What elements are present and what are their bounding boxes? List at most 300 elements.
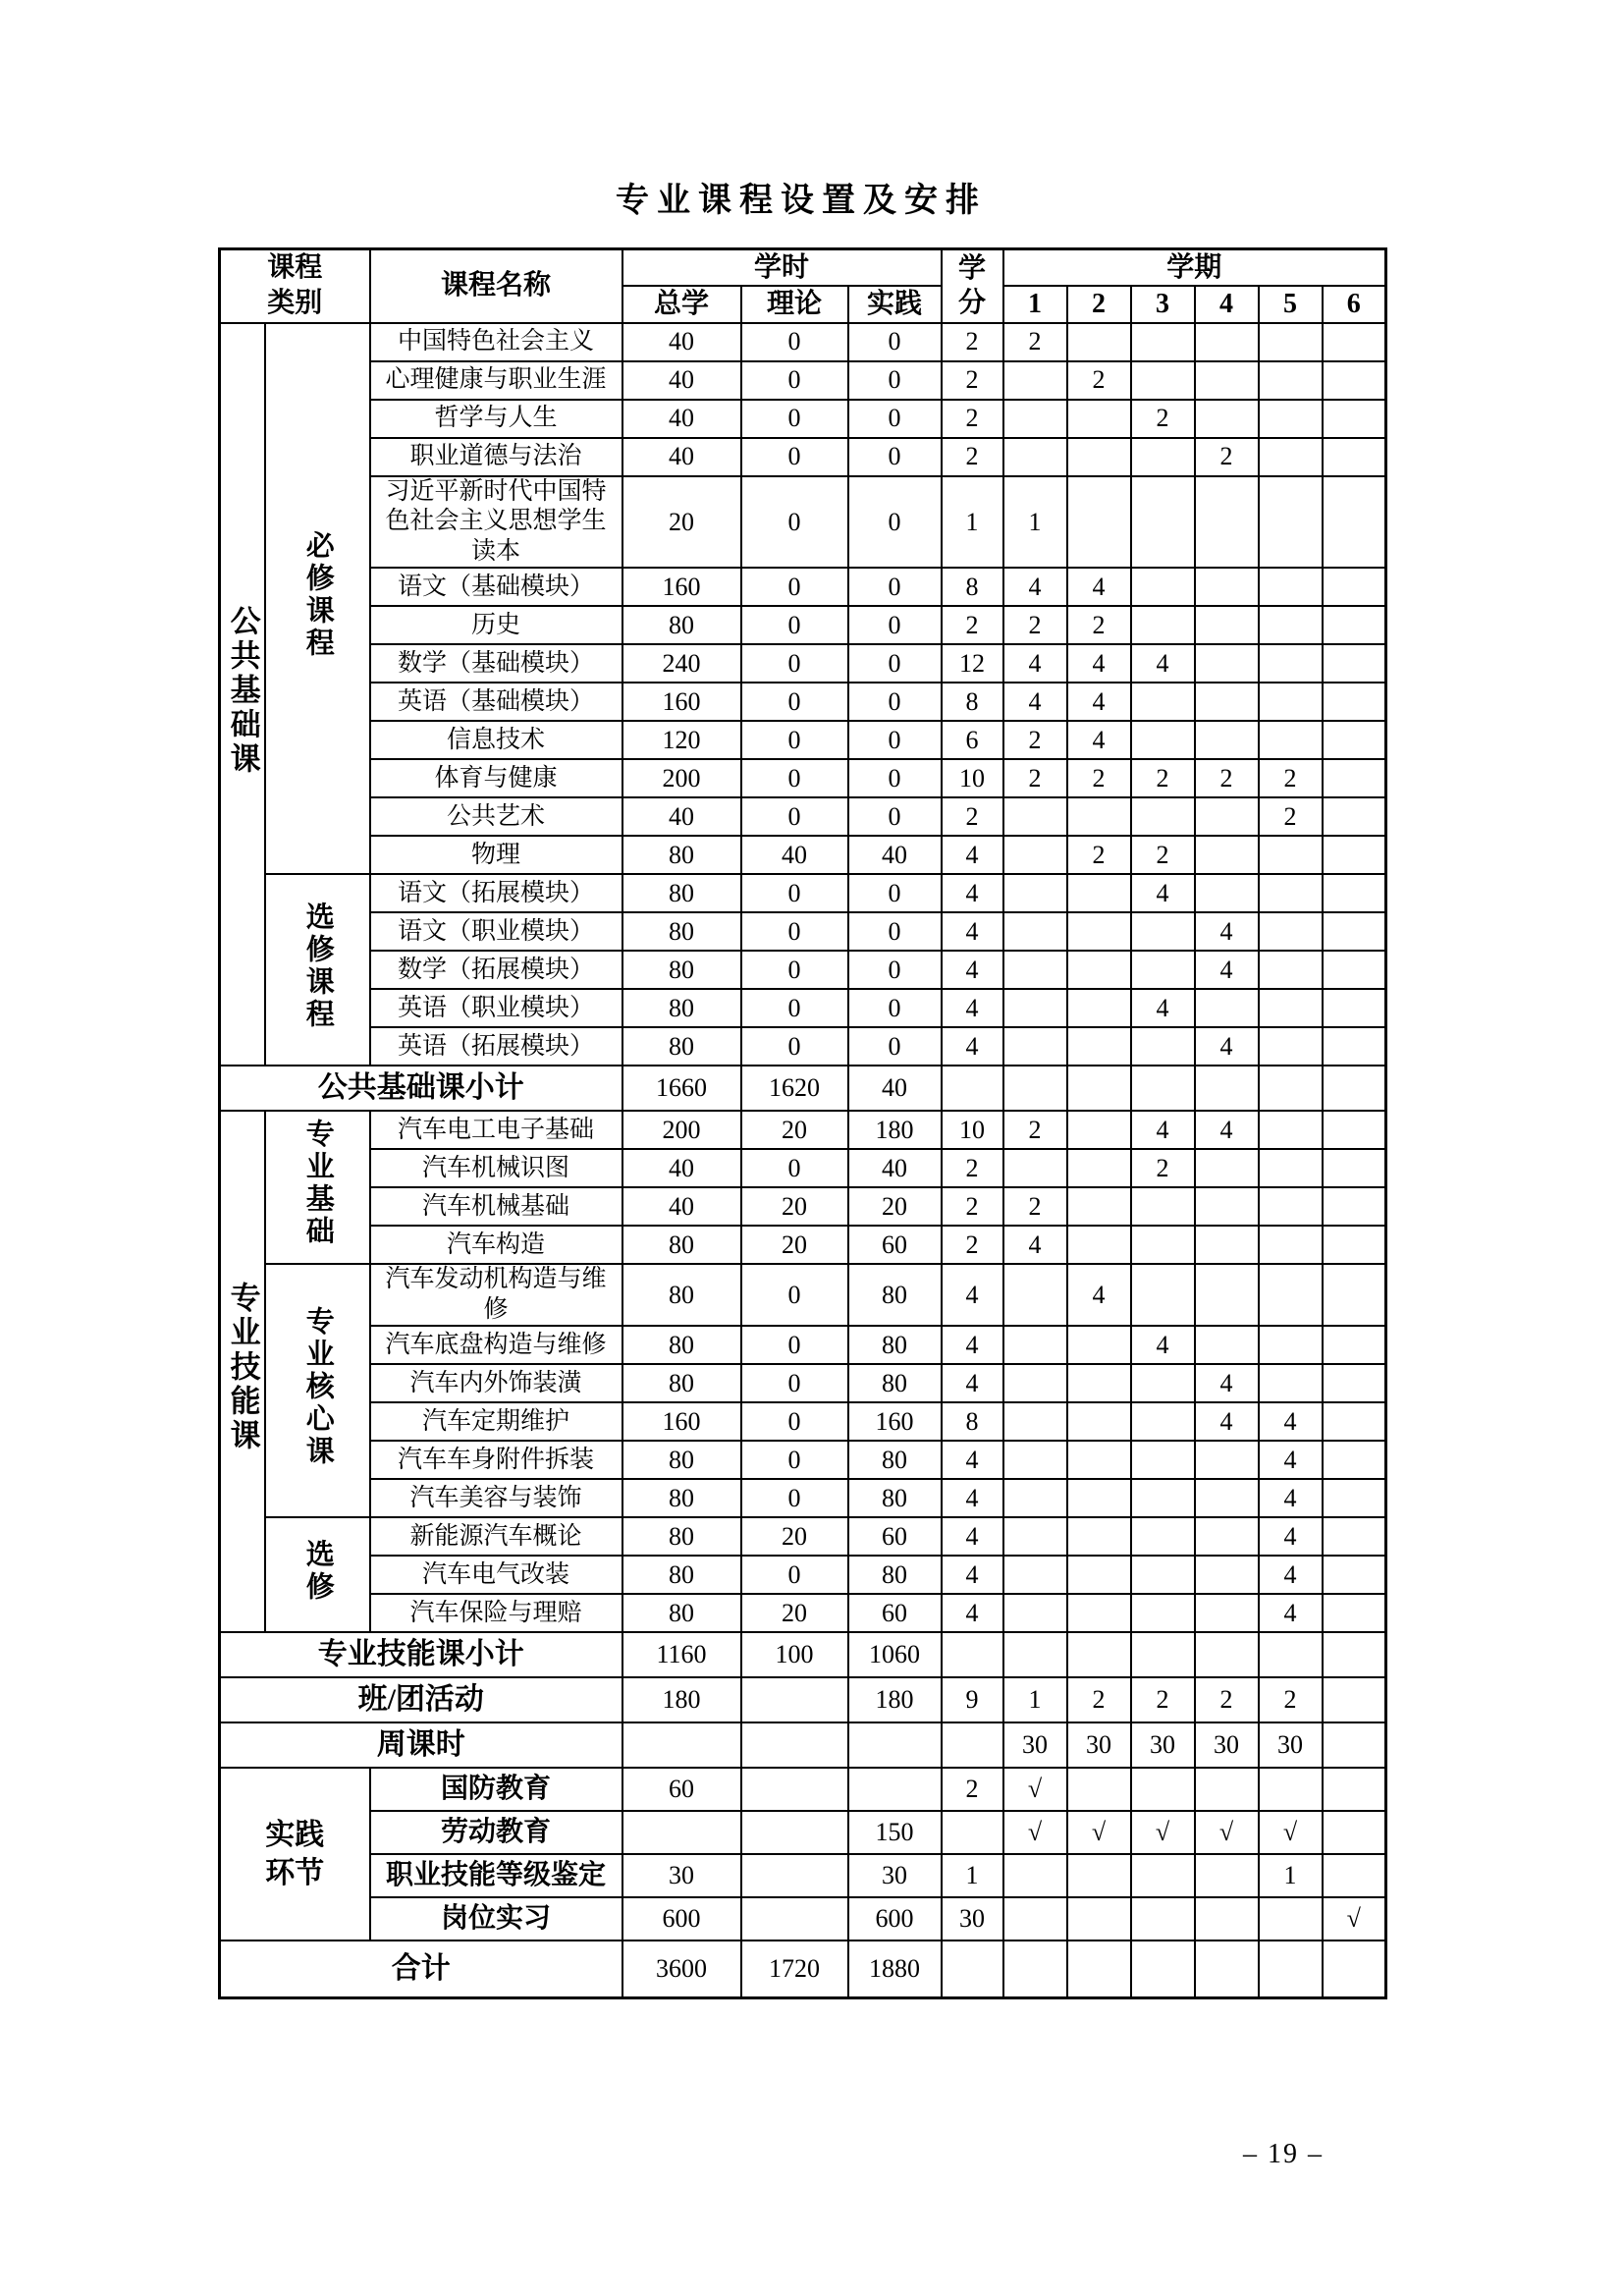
value-cell: 4 [942,951,1003,989]
value-cell: 4 [942,1264,1003,1326]
value-cell: 30 [1195,1722,1259,1768]
value-cell: 150 [848,1811,942,1854]
value-cell [1195,1187,1259,1226]
value-cell: 4 [1067,683,1131,721]
value-cell [1323,568,1386,606]
value-cell [1131,1479,1195,1517]
value-cell [1067,1066,1131,1111]
course-row [220,1027,1386,1066]
value-cell [1131,361,1195,400]
value-cell: 2 [1259,797,1323,836]
value-cell: 4 [1003,683,1067,721]
value-cell [741,1768,848,1811]
value-cell: 0 [741,361,848,400]
value-cell [1003,1326,1067,1364]
value-cell [1003,912,1067,951]
course-row [220,1264,1386,1326]
header-hours-theory: 理论 [741,286,848,322]
value-cell [942,1722,1003,1768]
value-cell [1259,912,1323,951]
value-cell: 0 [848,606,942,644]
value-cell: 80 [622,1441,741,1479]
value-cell: 0 [741,1479,848,1517]
subtotal-row [220,1677,1386,1722]
value-cell [1259,951,1323,989]
value-cell: 4 [1131,989,1195,1027]
value-cell: 1060 [848,1632,942,1677]
value-cell [1323,1722,1386,1768]
value-cell [1195,797,1259,836]
value-cell: 4 [1067,568,1131,606]
value-cell: 40 [848,1149,942,1187]
value-cell: 20 [741,1111,848,1149]
value-cell [1323,606,1386,644]
course-name: 数学（拓展模块） [370,951,622,989]
course-row [220,361,1386,400]
value-cell: 80 [622,1479,741,1517]
value-cell: 1160 [622,1632,741,1677]
value-cell: 20 [741,1187,848,1226]
course-row [220,874,1386,912]
value-cell [1259,989,1323,1027]
course-row [220,476,1386,569]
value-cell: 2 [1131,1149,1195,1187]
course-name: 汽车发动机构造与维修 [370,1264,622,1326]
value-cell [1067,1941,1131,1997]
value-cell [1067,1768,1131,1811]
value-cell: 2 [942,323,1003,361]
value-cell [1195,1149,1259,1187]
value-cell [1259,1364,1323,1402]
value-cell: 0 [848,568,942,606]
value-cell [1131,1517,1195,1556]
value-cell: 60 [848,1594,942,1632]
course-name: 数学（基础模块） [370,644,622,683]
value-cell [1323,1226,1386,1264]
course-name: 汽车定期维护 [370,1402,622,1441]
value-cell: 1 [1259,1854,1323,1897]
value-cell [1131,476,1195,569]
value-cell [1131,1226,1195,1264]
course-name: 职业道德与法治 [370,438,622,476]
value-cell [1323,1326,1386,1364]
header-category-label: 课程类别 [267,252,323,319]
value-cell [1131,1066,1195,1111]
value-cell [1323,1027,1386,1066]
value-cell [1067,438,1131,476]
course-name: 物理 [370,836,622,874]
value-cell [1323,1264,1386,1326]
practice-row [220,1811,1386,1854]
value-cell: 4 [1259,1594,1323,1632]
value-cell [1259,1326,1323,1364]
value-cell [1003,989,1067,1027]
value-cell: 30 [622,1854,741,1897]
value-cell: 2 [1067,759,1131,797]
practice-row [220,1854,1386,1897]
value-cell [1067,1441,1131,1479]
value-cell [1195,1941,1259,1997]
value-cell: 80 [848,1441,942,1479]
course-row [220,1479,1386,1517]
value-cell [1131,683,1195,721]
value-cell: 600 [848,1897,942,1941]
value-cell [1195,1226,1259,1264]
value-cell: 30 [848,1854,942,1897]
value-cell [1003,874,1067,912]
value-cell [1195,1326,1259,1364]
practice-category-cell [220,1768,370,1941]
course-name: 汽车美容与装饰 [370,1479,622,1517]
value-cell: 4 [1131,874,1195,912]
course-row [220,1226,1386,1264]
subcategory-cell-text: 专业基础 [301,1119,334,1249]
value-cell [1131,912,1195,951]
subcategory-cell-text: 选修课程 [301,901,334,1031]
value-cell [1195,683,1259,721]
practice-row [220,1768,1386,1811]
value-cell [1323,1677,1386,1722]
value-cell: 1 [1003,476,1067,569]
value-cell [1323,400,1386,438]
subcategory-cell [265,874,370,1066]
value-cell: 80 [622,836,741,874]
value-cell: 80 [848,1264,942,1326]
course-name: 汽车底盘构造与维修 [370,1326,622,1364]
value-cell [1259,606,1323,644]
value-cell: 0 [741,951,848,989]
value-cell [1195,1632,1259,1677]
value-cell: 2 [942,1149,1003,1187]
value-cell: 1 [942,476,1003,569]
value-cell [1323,476,1386,569]
value-cell: √ [1195,1811,1259,1854]
value-cell: 0 [741,644,848,683]
value-cell: 2 [1195,759,1259,797]
value-cell: 1660 [622,1066,741,1111]
value-cell: 80 [622,951,741,989]
value-cell [1323,1402,1386,1441]
value-cell: 0 [741,721,848,759]
value-cell: 4 [1131,1111,1195,1149]
value-cell: 2 [1003,1187,1067,1226]
value-cell [1003,1027,1067,1066]
value-cell: 2 [1003,721,1067,759]
value-cell: 4 [1195,1402,1259,1441]
value-cell: 1 [942,1854,1003,1897]
value-cell: 20 [741,1517,848,1556]
value-cell: 2 [1131,759,1195,797]
value-cell [1195,1479,1259,1517]
value-cell [1195,323,1259,361]
value-cell: 2 [942,438,1003,476]
value-cell: 4 [1259,1517,1323,1556]
course-name: 英语（拓展模块） [370,1027,622,1066]
value-cell [1259,438,1323,476]
course-row [220,1364,1386,1402]
value-cell [1003,1149,1067,1187]
value-cell: √ [1131,1811,1195,1854]
course-row [220,1556,1386,1594]
value-cell [1323,951,1386,989]
course-row [220,721,1386,759]
value-cell: 80 [848,1364,942,1402]
value-cell: 2 [1131,400,1195,438]
category-cell [220,323,265,1066]
course-name: 公共艺术 [370,797,622,836]
value-cell: 3600 [622,1941,741,1997]
value-cell [1323,323,1386,361]
value-cell: 4 [942,912,1003,951]
value-cell [1131,1441,1195,1479]
value-cell: 60 [622,1768,741,1811]
value-cell: 0 [741,438,848,476]
value-cell: 40 [622,323,741,361]
value-cell [1259,1187,1323,1226]
value-cell [1067,1594,1131,1632]
course-row [220,323,1386,361]
header-semester-6: 6 [1323,286,1386,322]
value-cell [1131,1402,1195,1441]
value-cell [1259,1941,1323,1997]
value-cell [1259,1264,1323,1326]
value-cell: 30 [1003,1722,1067,1768]
value-cell: 1620 [741,1066,848,1111]
value-cell [1003,1441,1067,1479]
header-credits-label: 学分 [958,253,987,319]
value-cell: 2 [1067,836,1131,874]
subcategory-cell-text: 选修 [301,1538,334,1604]
category-cell [220,1111,265,1632]
course-name: 新能源汽车概论 [370,1517,622,1556]
value-cell [1323,1111,1386,1149]
value-cell [1067,1479,1131,1517]
value-cell [1003,1941,1067,1997]
value-cell: 0 [741,1149,848,1187]
value-cell: 40 [622,361,741,400]
course-name: 语文（拓展模块） [370,874,622,912]
course-name: 心理健康与职业生涯 [370,361,622,400]
value-cell: 30 [1259,1722,1323,1768]
value-cell [1067,1364,1131,1402]
value-cell: 4 [1003,644,1067,683]
header-hours-total: 总学 [622,286,741,322]
value-cell [1067,1149,1131,1187]
value-cell: 30 [1131,1722,1195,1768]
value-cell [1131,797,1195,836]
value-cell [1259,721,1323,759]
value-cell [1003,1066,1067,1111]
value-cell [1323,797,1386,836]
value-cell [741,1677,848,1722]
value-cell [1259,400,1323,438]
value-cell: 0 [848,361,942,400]
curriculum-table [218,247,1387,1999]
value-cell [1067,1556,1131,1594]
value-cell: 80 [622,1517,741,1556]
course-row [220,797,1386,836]
value-cell [1067,1897,1131,1941]
value-cell: 180 [848,1677,942,1722]
value-cell: 2 [1003,1111,1067,1149]
value-cell [1131,1632,1195,1677]
value-cell: 4 [1067,721,1131,759]
value-cell: 0 [848,759,942,797]
value-cell: 0 [848,438,942,476]
value-cell: 2 [1067,606,1131,644]
course-name: 中国特色社会主义 [370,323,622,361]
value-cell [1259,1226,1323,1264]
value-cell [1131,721,1195,759]
subcategory-cell-text: 必修课程 [301,529,334,660]
subtotal-label: 专业技能课小计 [220,1632,622,1677]
value-cell: 180 [622,1677,741,1722]
course-name: 汽车机械识图 [370,1149,622,1187]
value-cell: 4 [942,1556,1003,1594]
course-row [220,400,1386,438]
value-cell [1003,1364,1067,1402]
course-name: 英语（职业模块） [370,989,622,1027]
value-cell: 4 [942,1479,1003,1517]
value-cell [1003,1556,1067,1594]
value-cell: 40 [741,836,848,874]
value-cell: 4 [942,1594,1003,1632]
value-cell: 4 [942,836,1003,874]
value-cell: 10 [942,759,1003,797]
total-label: 合计 [220,1941,622,1997]
value-cell [1323,361,1386,400]
value-cell: 4 [1131,644,1195,683]
value-cell: 200 [622,759,741,797]
course-name: 汽车电工电子基础 [370,1111,622,1149]
value-cell: 80 [622,1264,741,1326]
value-cell: 2 [942,361,1003,400]
value-cell [848,1722,942,1768]
value-cell [1131,438,1195,476]
value-cell [1259,836,1323,874]
header-semester-2: 2 [1067,286,1131,322]
value-cell [1323,874,1386,912]
subcategory-cell-text: 专业核心课 [301,1305,334,1468]
value-cell: 9 [942,1677,1003,1722]
value-cell: 2 [942,1226,1003,1264]
course-row [220,644,1386,683]
course-name: 语文（基础模块） [370,568,622,606]
course-name: 汽车保险与理赔 [370,1594,622,1632]
value-cell: 0 [741,606,848,644]
value-cell: 0 [741,568,848,606]
value-cell: √ [1067,1811,1131,1854]
course-row [220,606,1386,644]
course-name: 职业技能等级鉴定 [370,1854,622,1897]
value-cell [1323,1364,1386,1402]
value-cell [1259,1111,1323,1149]
value-cell [1323,1441,1386,1479]
value-cell: 4 [942,1517,1003,1556]
header-hours-practice: 实践 [848,286,942,322]
value-cell [1195,568,1259,606]
value-cell: 0 [741,1402,848,1441]
course-row [220,1594,1386,1632]
value-cell: 160 [848,1402,942,1441]
value-cell [1003,1264,1067,1326]
value-cell [1323,1066,1386,1111]
value-cell: 20 [741,1594,848,1632]
value-cell [1067,951,1131,989]
value-cell [1195,989,1259,1027]
value-cell [1131,1768,1195,1811]
value-cell: 12 [942,644,1003,683]
value-cell [1323,1768,1386,1811]
value-cell: 4 [1259,1556,1323,1594]
value-cell: 1720 [741,1941,848,1997]
course-row [220,1111,1386,1149]
value-cell: 4 [942,1027,1003,1066]
value-cell [1259,1632,1323,1677]
value-cell: 2 [1067,1677,1131,1722]
value-cell: 80 [622,1364,741,1402]
value-cell: 2 [942,606,1003,644]
value-cell [1067,323,1131,361]
value-cell: 4 [1259,1402,1323,1441]
value-cell [1003,400,1067,438]
value-cell: 0 [741,912,848,951]
value-cell: 40 [848,1066,942,1111]
value-cell: 160 [622,568,741,606]
header-semester-3: 3 [1131,286,1195,322]
value-cell [1131,1027,1195,1066]
value-cell [1323,1149,1386,1187]
value-cell: 80 [622,1594,741,1632]
value-cell: 20 [741,1226,848,1264]
header-course-name: 课程名称 [370,249,622,323]
value-cell [1003,1632,1067,1677]
value-cell [1195,1264,1259,1326]
course-name: 语文（职业模块） [370,912,622,951]
value-cell: 0 [741,1326,848,1364]
value-cell: 4 [942,1326,1003,1364]
value-cell [1259,1768,1323,1811]
value-cell: 0 [848,476,942,569]
value-cell [1067,1027,1131,1066]
value-cell: 120 [622,721,741,759]
value-cell: 0 [848,951,942,989]
course-name: 汽车电气改装 [370,1556,622,1594]
course-row [220,836,1386,874]
value-cell: 0 [741,683,848,721]
value-cell [1067,797,1131,836]
value-cell: 4 [1195,951,1259,989]
value-cell: 80 [622,874,741,912]
value-cell [1195,400,1259,438]
value-cell: 80 [848,1479,942,1517]
value-cell: 0 [741,874,848,912]
value-cell: 40 [622,1187,741,1226]
course-name: 劳动教育 [370,1811,622,1854]
value-cell: 4 [1003,1226,1067,1264]
value-cell: 80 [622,1226,741,1264]
value-cell [741,1897,848,1941]
value-cell: 200 [622,1111,741,1149]
value-cell [1195,1066,1259,1111]
value-cell [1323,721,1386,759]
value-cell [1131,606,1195,644]
value-cell: 240 [622,644,741,683]
value-cell [622,1811,741,1854]
value-cell [1067,874,1131,912]
value-cell: 0 [848,721,942,759]
value-cell: 2 [942,1187,1003,1226]
